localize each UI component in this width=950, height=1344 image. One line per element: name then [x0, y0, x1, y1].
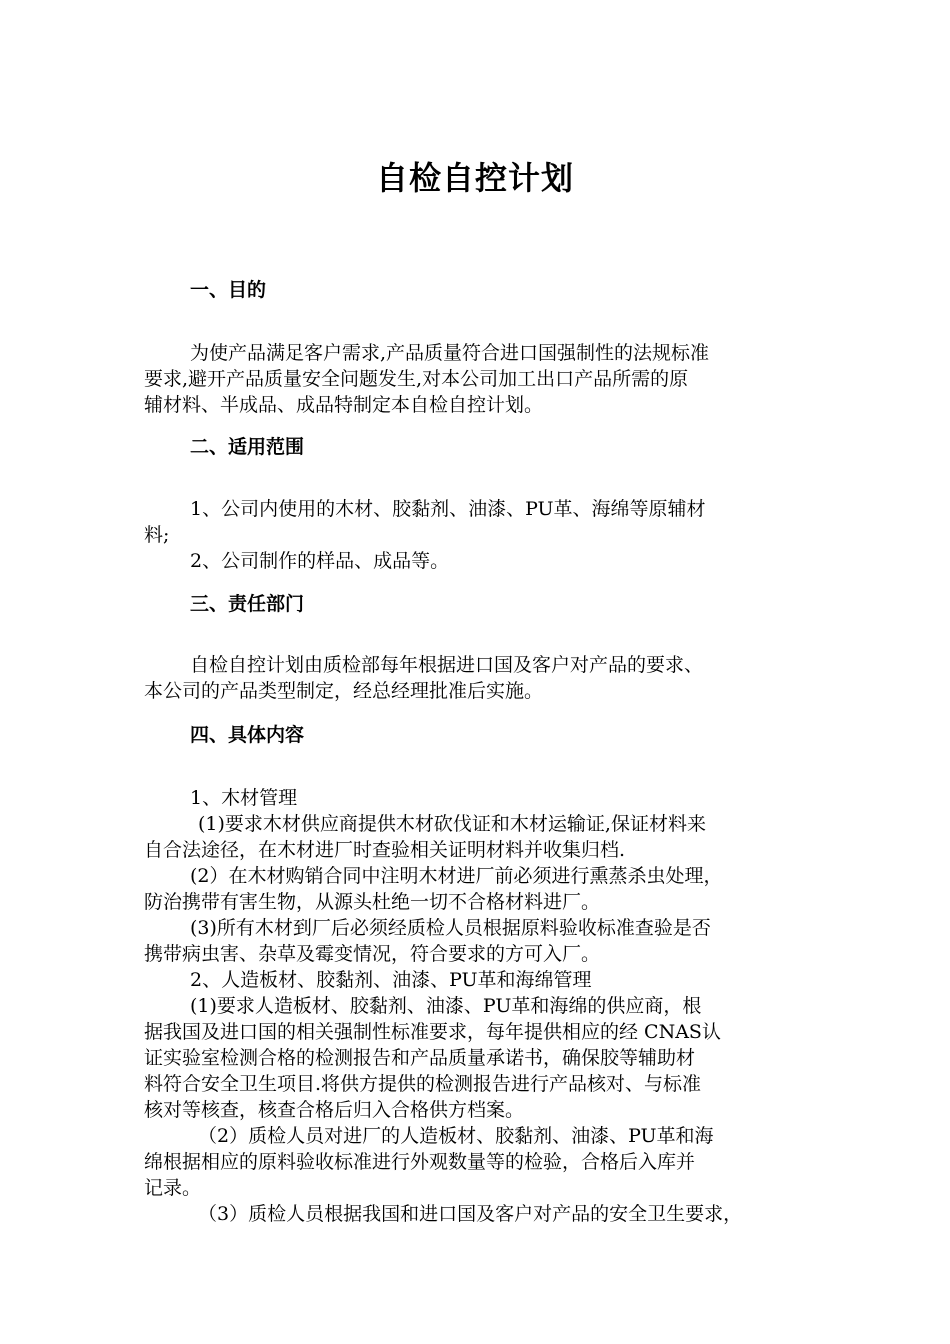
paragraph-line: (2）在木材购销合同中注明木材进厂前必须进行熏蒸杀虫处理， [190, 865, 723, 887]
section-heading-purpose: 一、目的 [190, 279, 267, 301]
paragraph-line: （2）质检人员对进厂的人造板材、胶黏剂、油漆、PU革和海 [198, 1125, 714, 1147]
paragraph-line: 自检自控计划由质检部每年根据进口国及客户对产品的要求、 [190, 654, 704, 676]
paragraph-line: 辅材料、半成品、成品特制定本自检自控计划。 [144, 394, 544, 416]
paragraph-line: 本公司的产品类型制定，经总经理批准后实施。 [144, 680, 544, 702]
section-heading-scope: 二、适用范围 [190, 436, 305, 458]
paragraph-line: 记录。 [144, 1177, 202, 1199]
paragraph-line: 2、人造板材、胶黏剂、油漆、PU革和海绵管理 [190, 969, 592, 991]
paragraph-line: 2、公司制作的样品、成品等。 [190, 550, 450, 572]
paragraph-line: (1)要求人造板材、胶黏剂、油漆、PU革和海绵的供应商，根 [190, 995, 702, 1017]
section-body-responsibility [144, 652, 810, 704]
paragraph-line: 证实验室检测合格的检测报告和产品质量承诺书，确保胶等辅助材 [144, 1047, 696, 1069]
paragraph-line: 要求,避开产品质量安全问题发生,对本公司加工出口产品所需的原 [144, 368, 689, 390]
document-title: 自检自控计划 [375, 159, 574, 197]
paragraph-line: (1)要求木材供应商提供木材砍伐证和木材运输证,保证材料来 [198, 813, 706, 835]
paragraph-line: 1、木材管理 [190, 787, 298, 809]
paragraph-line: 携带病虫害、杂草及霉变情况，符合要求的方可入厂。 [144, 943, 601, 965]
paragraph-line: 为使产品满足客户需求,产品质量符合进口国强制性的法规标准 [190, 342, 710, 364]
section-heading-responsibility: 三、责任部门 [190, 593, 305, 615]
section-body-scope [144, 496, 810, 574]
section-body-content [144, 785, 810, 1227]
paragraph-line: 料符合安全卫生项目.将供方提供的检测报告进行产品核对、与标准 [144, 1073, 702, 1095]
paragraph-line: （3）质检人员根据我国和进口国及客户对产品的安全卫生要求， [198, 1203, 743, 1225]
section-body-purpose [144, 340, 810, 418]
paragraph-line: (3)所有木材到厂后必须经质检人员根据原料验收标准查验是否 [190, 917, 711, 939]
paragraph-line: 核对等核查，核查合格后归入合格供方档案。 [144, 1099, 525, 1121]
paragraph-line: 防治携带有害生物，从源头杜绝一切不合格材料进厂。 [144, 891, 601, 913]
paragraph-line: 料; [144, 524, 170, 546]
section-heading-content: 四、具体内容 [190, 724, 305, 746]
paragraph-line: 绵根据相应的原料验收标准进行外观数量等的检验，合格后入库并 [144, 1151, 696, 1173]
paragraph-line: 1、公司内使用的木材、胶黏剂、油漆、PU革、海绵等原辅材 [190, 498, 706, 520]
paragraph-line: 自合法途径，在木材进厂时查验相关证明材料并收集归档. [144, 839, 626, 861]
paragraph-line: 据我国及进口国的相关强制性标准要求，每年提供相应的经 CNAS认 [144, 1021, 721, 1043]
